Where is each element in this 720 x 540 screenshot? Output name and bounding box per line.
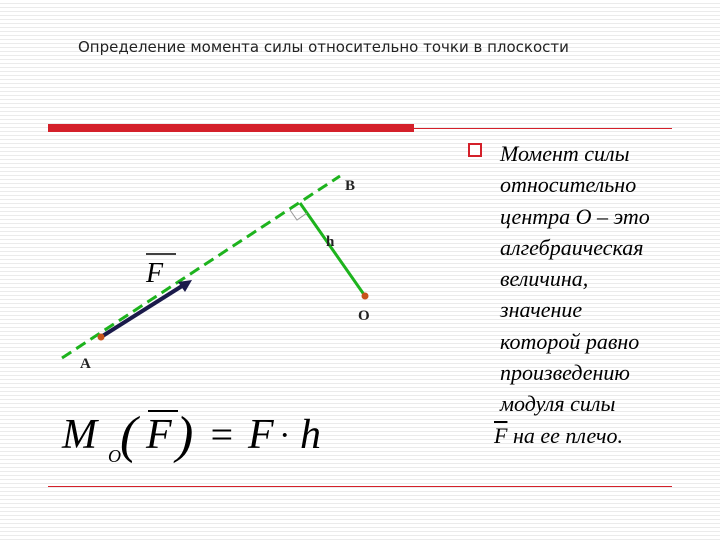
label-a: A <box>80 356 91 372</box>
moment-formula <box>61 407 321 466</box>
definition-line: модуля силы <box>500 391 616 417</box>
formula-open-paren: ( <box>120 407 138 464</box>
definition-last-line <box>470 420 700 451</box>
definition-line: относительно <box>500 172 637 198</box>
definition-line: алгебраическая <box>500 234 644 260</box>
label-h: h <box>326 234 335 250</box>
definition-last-text: на ее плечо. <box>507 422 624 448</box>
point-a-dot <box>98 334 105 341</box>
force-vector <box>101 286 182 337</box>
point-o-dot <box>362 293 369 300</box>
formula-f2: F <box>248 412 274 458</box>
definition-line: значение <box>500 297 583 323</box>
slide-title: Определение момента силы относительно точки в плоскости <box>78 38 569 56</box>
label-o: O <box>358 308 370 324</box>
force-label: F <box>146 258 164 289</box>
definition-line: центра O – это <box>500 203 650 229</box>
definition-text <box>470 138 700 451</box>
formula-f: F <box>146 412 172 458</box>
formula-m: M <box>62 412 97 458</box>
formula-h: h <box>300 412 321 458</box>
formula-dot: · <box>280 417 289 454</box>
line-of-action <box>62 176 340 358</box>
definition-line: произведению <box>500 360 630 386</box>
definition-line: Момент силы <box>500 141 630 166</box>
definition-line: величина, <box>500 266 589 292</box>
definition-line: которой равно <box>500 328 640 354</box>
definition-force-symbol: $\overline{F}$ <box>494 422 508 448</box>
formula-subscript-o: O <box>108 446 121 466</box>
formula-equals: = <box>208 412 235 457</box>
label-b: B <box>345 178 356 194</box>
formula-close-paren: ) <box>176 407 194 464</box>
